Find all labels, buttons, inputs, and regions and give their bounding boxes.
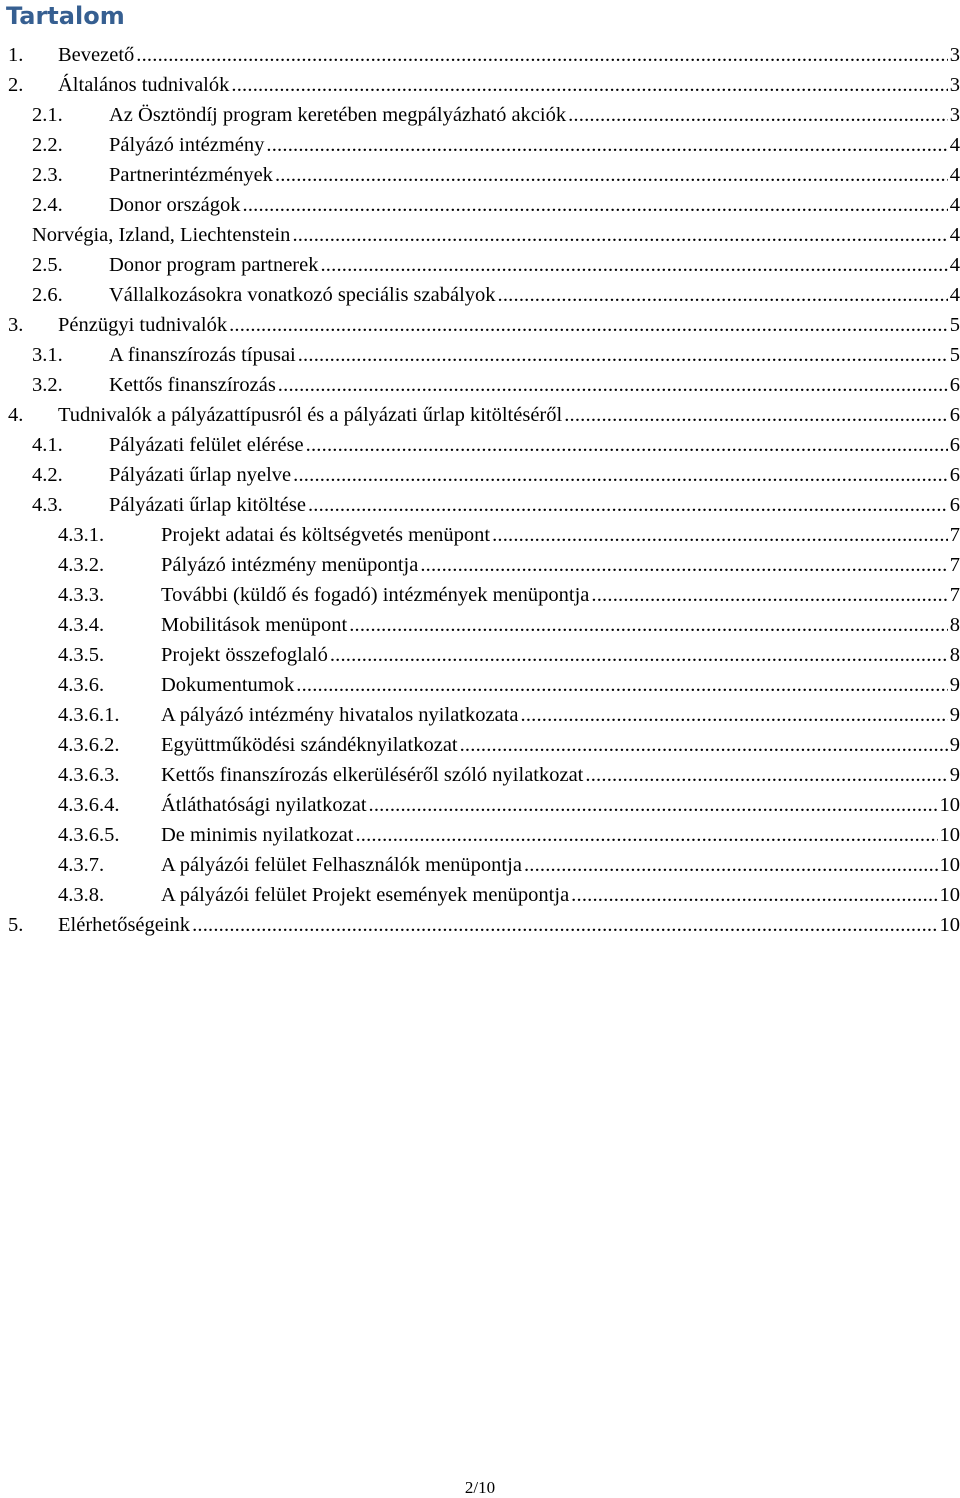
toc-leader-dots xyxy=(296,670,948,700)
toc-leader-dots xyxy=(460,730,948,760)
toc-entry-page: 9 xyxy=(949,734,960,756)
toc-entry-title: A pályázói felület Projekt események menüpontja xyxy=(161,884,570,906)
toc-entry[interactable] xyxy=(0,520,960,550)
toc-entry-title: Partnerintézmények xyxy=(109,164,273,186)
toc-entry-page: 9 xyxy=(949,704,960,726)
toc-entry-title: A pályázói felület Felhasználók menüpontja xyxy=(161,854,522,876)
toc-leader-dots xyxy=(243,190,948,220)
toc-entry[interactable] xyxy=(0,610,960,640)
toc-entry-page: 5 xyxy=(949,344,960,366)
toc-entry-page: 10 xyxy=(939,794,960,816)
toc-entry[interactable] xyxy=(0,490,960,520)
toc-entry[interactable] xyxy=(0,430,960,460)
toc-entry[interactable] xyxy=(0,730,960,760)
toc-entry[interactable] xyxy=(0,130,960,160)
toc-leader-dots xyxy=(292,220,947,250)
toc-entry-number: 3. xyxy=(8,314,24,336)
toc-leader-dots xyxy=(568,100,948,130)
toc-entry-page: 6 xyxy=(949,434,960,456)
toc-entry-page: 7 xyxy=(949,584,960,606)
toc-leader-dots xyxy=(278,370,948,400)
toc-entry[interactable] xyxy=(0,160,960,190)
toc-entry-number: 4.3.6.1. xyxy=(58,704,120,726)
toc-leader-dots xyxy=(229,310,948,340)
toc-entry-page: 9 xyxy=(949,764,960,786)
toc-entry-number: 4.3.6.2. xyxy=(58,734,120,756)
toc-entry-number: 5. xyxy=(8,914,24,936)
toc-leader-dots xyxy=(293,460,948,490)
toc-entry-page: 4 xyxy=(949,134,960,156)
toc-entry-title: Elérhetőségeink xyxy=(58,914,191,936)
toc-entry-page: 3 xyxy=(949,44,960,66)
toc-entry-page: 4 xyxy=(949,254,960,276)
toc-entry-title: Dokumentumok xyxy=(161,674,295,696)
toc-leader-dots xyxy=(306,430,948,460)
toc-entry-page: 10 xyxy=(939,824,960,846)
toc-entry-title: Bevezető xyxy=(58,44,135,66)
toc-entry-title: Az Ösztöndíj program keretében megpályázható akciók xyxy=(109,104,567,126)
toc-entry-number: 4.3.8. xyxy=(58,884,105,906)
toc-entry-page: 8 xyxy=(949,644,960,666)
toc-entry-title: Donor program partnerek xyxy=(109,254,319,276)
toc-entry-number: 3.2. xyxy=(32,374,63,396)
toc-entry[interactable] xyxy=(0,190,960,220)
toc-leader-dots xyxy=(349,610,948,640)
toc-entry-title: További (küldő és fogadó) intézmények menüpontja xyxy=(161,584,590,606)
toc-leader-dots xyxy=(420,550,947,580)
toc-entry[interactable] xyxy=(0,220,960,250)
toc-entry-number: 2.5. xyxy=(32,254,63,276)
toc-entry-number: 4.3. xyxy=(32,494,63,516)
toc-entry-title: Pályázati űrlap nyelve xyxy=(109,464,292,486)
toc-entry[interactable] xyxy=(0,760,960,790)
toc-leader-dots xyxy=(524,850,938,880)
toc-entry-page: 6 xyxy=(949,404,960,426)
toc-entry[interactable] xyxy=(0,640,960,670)
toc-leader-dots xyxy=(498,280,948,310)
toc-entry-page: 7 xyxy=(949,554,960,576)
toc-entry-number: 4.3.7. xyxy=(58,854,105,876)
toc-entry-title: Pályázati felület elérése xyxy=(109,434,304,456)
toc-entry-title: Általános tudnivalók xyxy=(58,74,230,96)
toc-entry-title: Mobilitások menüpont xyxy=(161,614,348,636)
toc-entry-title: Tudnivalók a pályázattípusról és a pályázati űrlap kitöltéséről xyxy=(58,404,563,426)
toc-leader-dots xyxy=(330,640,948,670)
toc-entry-page: 8 xyxy=(949,614,960,636)
toc-entry[interactable] xyxy=(0,670,960,700)
toc-entry[interactable] xyxy=(0,460,960,490)
toc-entry[interactable] xyxy=(0,100,960,130)
toc-leader-dots xyxy=(369,790,938,820)
toc-entry[interactable] xyxy=(0,340,960,370)
toc-leader-dots xyxy=(192,910,937,940)
toc-title: Tartalom xyxy=(6,2,125,30)
toc-leader-dots xyxy=(275,160,948,190)
toc-entry-title: Norvégia, Izland, Liechtenstein xyxy=(32,224,291,246)
toc-entry-number: 4.2. xyxy=(32,464,63,486)
toc-entry-title: A finanszírozás típusai xyxy=(109,344,296,366)
toc-leader-dots xyxy=(521,700,948,730)
toc-entry-page: 6 xyxy=(949,464,960,486)
toc-entry-title: Projekt adatai és költségvetés menüpont xyxy=(161,524,491,546)
toc-entry-title: Kettős finanszírozás xyxy=(109,374,276,396)
toc-entry-number: 4.3.6.3. xyxy=(58,764,120,786)
toc-entry-title: Kettős finanszírozás elkerüléséről szóló nyilatkozat xyxy=(161,764,584,786)
toc-leader-dots xyxy=(231,70,947,100)
toc-entry[interactable] xyxy=(0,400,960,430)
toc-entry-page: 3 xyxy=(949,74,960,96)
toc-entry-title: Pályázó intézmény xyxy=(109,134,265,156)
toc-entry-number: 2.2. xyxy=(32,134,63,156)
toc-entry-page: 10 xyxy=(939,914,960,936)
page-number: 2/10 xyxy=(464,1478,496,1497)
toc-entry[interactable] xyxy=(0,790,960,820)
toc-leader-dots xyxy=(571,880,937,910)
toc-entry-number: 4.3.2. xyxy=(58,554,105,576)
toc-leader-dots xyxy=(136,40,947,70)
toc-entry-title: Átláthatósági nyilatkozat xyxy=(161,794,367,816)
toc-entry[interactable] xyxy=(0,910,960,940)
toc-entry-number: 4.3.1. xyxy=(58,524,105,546)
toc-entry-number: 4.3.6.5. xyxy=(58,824,120,846)
toc-entry-number: 2. xyxy=(8,74,24,96)
toc-entry-page: 4 xyxy=(949,164,960,186)
toc-entry-page: 10 xyxy=(939,854,960,876)
toc-entry-page: 7 xyxy=(949,524,960,546)
toc-entry-title: Vállalkozásokra vonatkozó speciális szabályok xyxy=(109,284,496,306)
toc-entry-page: 5 xyxy=(949,314,960,336)
toc-entry[interactable] xyxy=(0,820,960,850)
toc-entry-number: 4.3.3. xyxy=(58,584,105,606)
toc-leader-dots xyxy=(564,400,948,430)
toc-entry[interactable] xyxy=(0,250,960,280)
toc-entry-number: 4.1. xyxy=(32,434,63,456)
toc-leader-dots xyxy=(585,760,947,790)
toc-entry[interactable] xyxy=(0,70,960,100)
toc-entry-page: 3 xyxy=(949,104,960,126)
toc-leader-dots xyxy=(591,580,947,610)
toc-leader-dots xyxy=(308,490,948,520)
toc-entry-page: 4 xyxy=(949,284,960,306)
toc-entry-page: 6 xyxy=(949,374,960,396)
toc-entry-number: 4.3.6. xyxy=(58,674,105,696)
toc-entry[interactable] xyxy=(0,40,960,70)
toc-entry-number: 2.6. xyxy=(32,284,63,306)
toc-entry-title: Pénzügyi tudnivalók xyxy=(58,314,228,336)
toc-entry-number: 2.3. xyxy=(32,164,63,186)
toc-entry[interactable] xyxy=(0,370,960,400)
toc-entry[interactable] xyxy=(0,700,960,730)
toc-entry-page: 10 xyxy=(939,884,960,906)
toc-entry-title: Együttműködési szándéknyilatkozat xyxy=(161,734,458,756)
toc-entry-number: 2.1. xyxy=(32,104,63,126)
toc-entry[interactable] xyxy=(0,310,960,340)
toc-leader-dots xyxy=(320,250,947,280)
toc-entry-title: Projekt összefoglaló xyxy=(161,644,328,666)
table-of-contents xyxy=(0,40,960,940)
toc-leader-dots xyxy=(355,820,937,850)
toc-entry-number: 4. xyxy=(8,404,24,426)
toc-entry-page: 6 xyxy=(949,494,960,516)
toc-entry-page: 4 xyxy=(949,194,960,216)
toc-leader-dots xyxy=(266,130,947,160)
toc-entry-title: Pályázó intézmény menüpontja xyxy=(161,554,419,576)
toc-entry-title: Pályázati űrlap kitöltése xyxy=(109,494,306,516)
toc-entry[interactable] xyxy=(0,280,960,310)
toc-leader-dots xyxy=(298,340,948,370)
toc-entry-page: 9 xyxy=(949,674,960,696)
toc-entry-number: 4.3.5. xyxy=(58,644,105,666)
toc-entry-number: 4.3.4. xyxy=(58,614,105,636)
toc-leader-dots xyxy=(492,520,948,550)
toc-entry-number: 4.3.6.4. xyxy=(58,794,120,816)
toc-entry-number: 3.1. xyxy=(32,344,63,366)
toc-entry[interactable] xyxy=(0,880,960,910)
toc-entry-title: A pályázó intézmény hivatalos nyilatkozata xyxy=(161,704,519,726)
toc-entry-title: Donor országok xyxy=(109,194,241,216)
toc-entry-title: De minimis nyilatkozat xyxy=(161,824,354,846)
toc-entry-number: 1. xyxy=(8,44,24,66)
toc-entry[interactable] xyxy=(0,550,960,580)
toc-entry[interactable] xyxy=(0,850,960,880)
toc-entry-number: 2.4. xyxy=(32,194,63,216)
toc-entry-page: 4 xyxy=(949,224,960,246)
toc-entry[interactable] xyxy=(0,580,960,610)
